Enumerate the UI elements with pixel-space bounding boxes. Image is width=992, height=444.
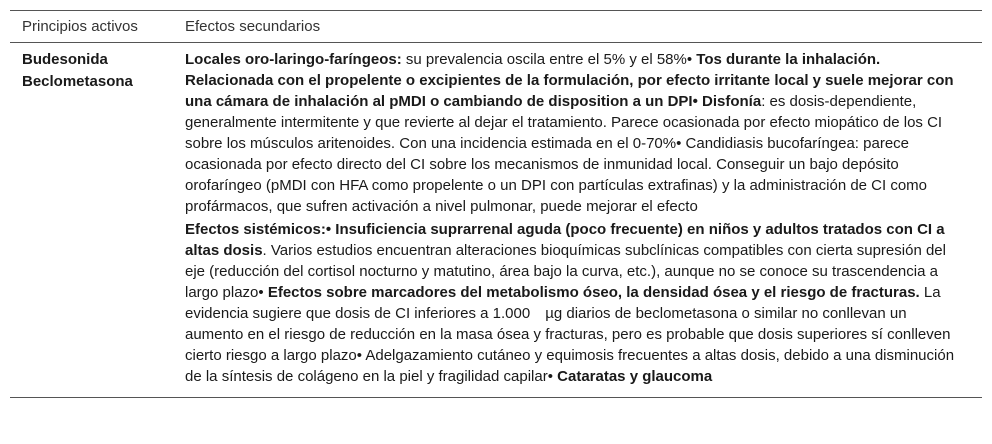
table-row bbox=[10, 43, 982, 397]
systemic-effects-span: . Varios estudios encuentran alteraciones bioquímicas subclínicas compatibles con cierta supresión del eje (reducción del cortisol nocturno y matutino, área bajo la curva, etc.), aunque no se conoce su trascendencia a largo plazo• bbox=[185, 242, 946, 301]
systemic-effects-span: Cataratas y glaucoma bbox=[557, 368, 713, 385]
systemic-effects-span: Efectos sobre marcadores del metabolismo óseo, la densidad ósea y el riesgo de fracturas. bbox=[267, 284, 920, 301]
active-ingredients-cell bbox=[10, 49, 185, 389]
side-effects-table bbox=[10, 10, 982, 398]
drug-budesonida: Budesonida bbox=[22, 51, 108, 68]
local-effects-span: su prevalencia oscila entre el 5% y el 58%• bbox=[401, 51, 697, 68]
systemic-effects-span: La evidencia sugiere que dosis de CI inferiores a 1.000 µg diarios de beclometasona o similar no conllevan un aumento en el riesgo de reducción en la masa ósea y fracturas, pero es probable que dosis superiores sí conlleven cierto riesgo a largo plazo• Adelgazamiento cutáneo y equimosis frecuentes a altas dosis, debido a una disminución de la síntesis de colágeno en la piel y fragilidad capilar• bbox=[185, 284, 955, 385]
header-active-ingredients: Principios activos bbox=[22, 18, 138, 35]
table-header bbox=[10, 11, 982, 43]
local-effects-paragraph bbox=[185, 49, 955, 217]
local-effects-span: Locales oro-laringo-faríngeos: bbox=[185, 51, 402, 68]
local-effects-span: Tos durante la inhalación. Relacionada con el propelente o excipientes de la formulación, por efecto irritante local y suele mejorar con una cámara de inhalación al pMDI o cambiando de disposition a un DPI• Disfonía bbox=[185, 51, 954, 110]
systemic-effects-paragraph bbox=[185, 219, 955, 387]
local-effects-span: : es dosis-dependiente, generalmente intermitente y que revierte al dejar el tratamiento. Parece ocasionada por efecto miopático de los CI sobre los músculos aritenoides. Con una incidencia estimada en el 0-70%• Candidiasis bucofaríngea: parece ocasionada por efecto directo del CI sobre los mecanismos de inmunidad local. Conseguir un bajo depósito orofaríngeo (pMDI con HFA como propelente o un DPI con partículas extrafinas) y la administración de CI como profármacos, que sufren activación a nivel pulmonar, puede mejorar el efecto bbox=[185, 93, 943, 215]
drug-beclometasona: Beclometasona bbox=[22, 73, 133, 90]
systemic-effects-span: Efectos sistémicos:• Insuficiencia suprarrenal aguda (poco frecuente) en niños y adultos tratados con CI a altas dosis bbox=[185, 221, 945, 259]
header-side-effects: Efectos secundarios bbox=[185, 18, 321, 35]
side-effects-cell bbox=[185, 49, 955, 389]
